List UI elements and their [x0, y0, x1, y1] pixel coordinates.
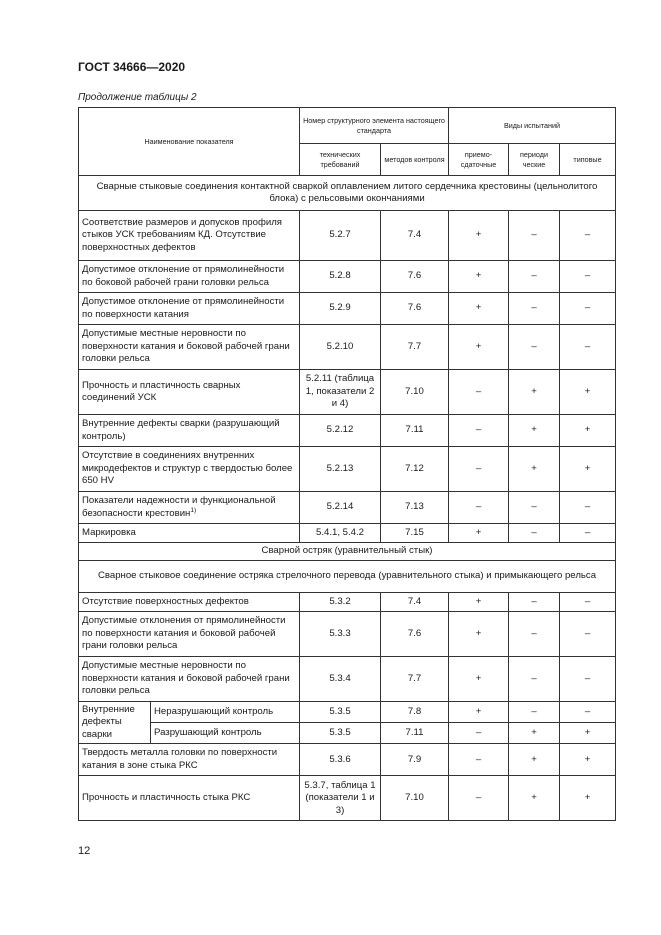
- requirements-cell: 5.2.12: [300, 415, 381, 447]
- table-row: [79, 702, 616, 723]
- section-subheader-row: [79, 561, 616, 593]
- periodic-cell: –: [509, 325, 560, 370]
- periodic-cell: –: [509, 657, 560, 702]
- acceptance-cell: +: [449, 293, 509, 325]
- periodic-cell: –: [509, 211, 560, 261]
- header-requirements: технических требований: [300, 144, 381, 176]
- acceptance-cell: +: [449, 211, 509, 261]
- methods-cell: 7.11: [381, 723, 449, 744]
- acceptance-cell: –: [449, 447, 509, 492]
- requirements-cell: 5.3.5: [300, 702, 381, 723]
- methods-cell: 7.4: [381, 211, 449, 261]
- type-cell: –: [560, 524, 616, 543]
- type-cell: +: [560, 370, 616, 415]
- type-cell: +: [560, 415, 616, 447]
- acceptance-cell: –: [449, 723, 509, 744]
- requirements-cell: 5.3.6: [300, 744, 381, 776]
- indicator-text: Показатели надежности и функциональной безопасности крестовин: [82, 495, 276, 519]
- table-row: [79, 524, 616, 543]
- acceptance-cell: +: [449, 325, 509, 370]
- periodic-cell: –: [509, 612, 560, 657]
- acceptance-cell: +: [449, 702, 509, 723]
- periodic-cell: +: [509, 370, 560, 415]
- requirements-cell: 5.2.11 (таблица 1, показатели 2 и 4): [300, 370, 381, 415]
- periodic-cell: –: [509, 293, 560, 325]
- table-row: [79, 211, 616, 261]
- indicator-cell: Допустимые отклонения от прямолинейности по поверхности катания и боковой рабочей грани головки рельса: [79, 612, 300, 657]
- requirements-cell: 5.3.5: [300, 723, 381, 744]
- requirements-cell: 5.3.2: [300, 593, 381, 612]
- header-methods: методов контроля: [381, 144, 449, 176]
- acceptance-cell: +: [449, 524, 509, 543]
- methods-cell: 7.8: [381, 702, 449, 723]
- acceptance-cell: –: [449, 744, 509, 776]
- methods-cell: 7.4: [381, 593, 449, 612]
- section-header-row: [79, 543, 616, 561]
- indicator-cell: Разрушающий контроль: [151, 723, 300, 744]
- page-number: 12: [78, 845, 91, 857]
- periodic-cell: –: [509, 492, 560, 524]
- acceptance-cell: +: [449, 261, 509, 293]
- acceptance-cell: +: [449, 612, 509, 657]
- indicator-cell: Прочность и пластичность стыка РКС: [79, 776, 300, 821]
- acceptance-cell: –: [449, 492, 509, 524]
- table-row: [79, 261, 616, 293]
- requirements-cell: 5.2.8: [300, 261, 381, 293]
- requirements-cell: 5.2.10: [300, 325, 381, 370]
- specification-table: [78, 107, 616, 821]
- type-cell: –: [560, 702, 616, 723]
- table-row: [79, 723, 616, 744]
- periodic-cell: +: [509, 744, 560, 776]
- section-title-welded-joints: Сварные стыковые соединения контактной сваркой оплавлением литого сердечника крестовины (цельнолитого блока) с рельсовыми окончаниями: [79, 176, 616, 211]
- header-element-group: Номер структурного элемента настоящего стандарта: [300, 108, 449, 144]
- header-acceptance: приемо-сдаточные: [449, 144, 509, 176]
- methods-cell: 7.12: [381, 447, 449, 492]
- header-indicator: Наименование показателя: [79, 108, 300, 176]
- table-row: [79, 744, 616, 776]
- indicator-cell: Внутренние дефекты сварки (разрушающий контроль): [79, 415, 300, 447]
- indicator-cell: Неразрушающий контроль: [151, 702, 300, 723]
- indicator-cell: Допустимое отклонение от прямолинейности по боковой рабочей грани головки рельса: [79, 261, 300, 293]
- header-tests-group: Виды испытаний: [449, 108, 616, 144]
- methods-cell: 7.7: [381, 657, 449, 702]
- type-cell: +: [560, 744, 616, 776]
- type-cell: –: [560, 657, 616, 702]
- methods-cell: 7.11: [381, 415, 449, 447]
- table-row: [79, 776, 616, 821]
- type-cell: –: [560, 261, 616, 293]
- table-row: [79, 293, 616, 325]
- indicator-cell: Отсутствие в соединениях внутренних микродефектов и структур с твердостью более 650 HV: [79, 447, 300, 492]
- type-cell: +: [560, 447, 616, 492]
- requirements-cell: 5.2.9: [300, 293, 381, 325]
- table-row: [79, 593, 616, 612]
- indicator-cell: [79, 492, 300, 524]
- indicator-cell: Отсутствие поверхностных дефектов: [79, 593, 300, 612]
- methods-cell: 7.6: [381, 612, 449, 657]
- type-cell: –: [560, 492, 616, 524]
- requirements-cell: 5.2.13: [300, 447, 381, 492]
- section-subtitle-butt-joint: Сварное стыковое соединение остряка стрелочного перевода (уравнительного стыка) и примыкающего рельса: [79, 561, 616, 593]
- periodic-cell: +: [509, 447, 560, 492]
- type-cell: –: [560, 325, 616, 370]
- table-row: [79, 657, 616, 702]
- indicator-cell: Допустимое отклонение от прямолинейности по поверхности катания: [79, 293, 300, 325]
- methods-cell: 7.15: [381, 524, 449, 543]
- acceptance-cell: –: [449, 776, 509, 821]
- requirements-cell: 5.2.7: [300, 211, 381, 261]
- type-cell: –: [560, 612, 616, 657]
- methods-cell: 7.10: [381, 370, 449, 415]
- section-header-row: [79, 176, 616, 211]
- periodic-cell: –: [509, 593, 560, 612]
- acceptance-cell: +: [449, 593, 509, 612]
- methods-cell: 7.6: [381, 293, 449, 325]
- type-cell: +: [560, 776, 616, 821]
- section-title-welded-switch-rail: Сварной остряк (уравнительный стык): [79, 543, 616, 561]
- periodic-cell: +: [509, 776, 560, 821]
- document-title: ГОСТ 34666—2020: [78, 60, 186, 74]
- type-cell: +: [560, 723, 616, 744]
- periodic-cell: –: [509, 261, 560, 293]
- indicator-cell: Твердость металла головки по поверхности катания в зоне стыка РКС: [79, 744, 300, 776]
- indicator-cell: Прочность и пластичность сварных соединений УСК: [79, 370, 300, 415]
- indicator-cell: Соответствие размеров и допусков профиля стыков УСК требованиям КД. Отсутствие поверхностных дефектов: [79, 211, 300, 261]
- methods-cell: 7.7: [381, 325, 449, 370]
- table-row: [79, 492, 616, 524]
- defects-group-label: Внутренние дефекты сварки: [79, 702, 151, 744]
- table-continuation-caption: Продолжение таблицы 2: [78, 92, 197, 103]
- requirements-cell: 5.4.1, 5.4.2: [300, 524, 381, 543]
- indicator-cell: Маркировка: [79, 524, 300, 543]
- table-row: [79, 415, 616, 447]
- methods-cell: 7.6: [381, 261, 449, 293]
- header-type: типовые: [560, 144, 616, 176]
- periodic-cell: –: [509, 702, 560, 723]
- requirements-cell: 5.3.7, таблица 1 (показатели 1 и 3): [300, 776, 381, 821]
- methods-cell: 7.10: [381, 776, 449, 821]
- indicator-cell: Допустимые местные неровности по поверхности катания и боковой рабочей грани головки рельса: [79, 325, 300, 370]
- requirements-cell: 5.3.4: [300, 657, 381, 702]
- table-row: [79, 612, 616, 657]
- acceptance-cell: –: [449, 415, 509, 447]
- table-row: [79, 447, 616, 492]
- footnote-marker: 1): [190, 506, 197, 514]
- type-cell: –: [560, 293, 616, 325]
- periodic-cell: –: [509, 524, 560, 543]
- type-cell: –: [560, 211, 616, 261]
- methods-cell: 7.13: [381, 492, 449, 524]
- methods-cell: 7.9: [381, 744, 449, 776]
- type-cell: –: [560, 593, 616, 612]
- acceptance-cell: –: [449, 370, 509, 415]
- indicator-cell: Допустимые местные неровности по поверхности катания и боковой рабочей грани головки рельса: [79, 657, 300, 702]
- header-periodic: периоди ческие: [509, 144, 560, 176]
- header-row-1: [79, 108, 616, 144]
- requirements-cell: 5.3.3: [300, 612, 381, 657]
- table-row: [79, 370, 616, 415]
- table-row: [79, 325, 616, 370]
- acceptance-cell: +: [449, 657, 509, 702]
- periodic-cell: +: [509, 415, 560, 447]
- periodic-cell: +: [509, 723, 560, 744]
- requirements-cell: 5.2.14: [300, 492, 381, 524]
